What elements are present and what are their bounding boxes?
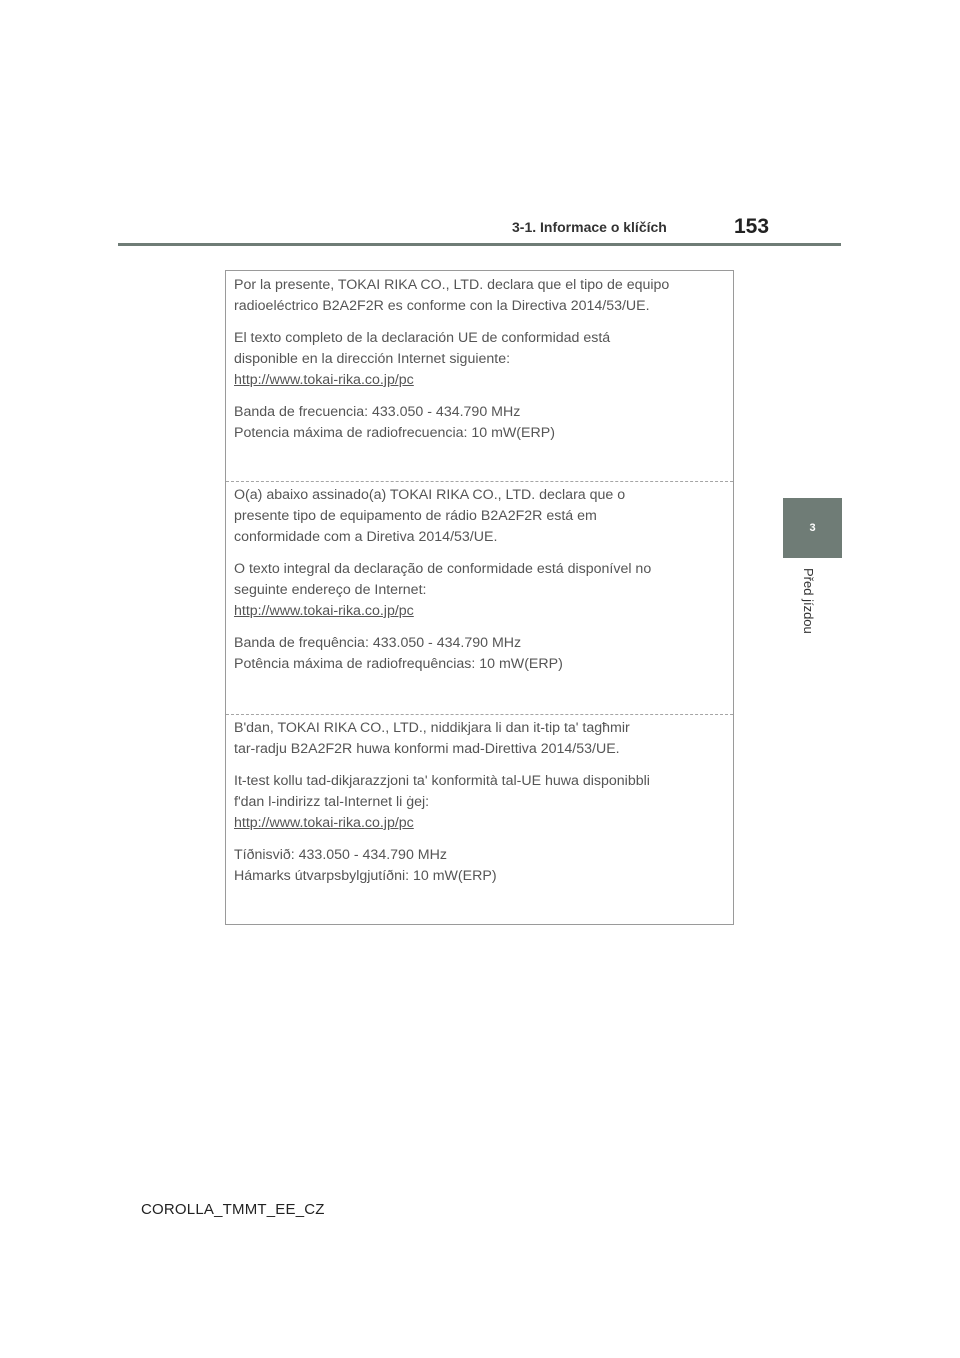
max-power: Potência máxima de radiofrequências: 10 mW(ERP) bbox=[234, 656, 563, 672]
document-code: COROLLA_TMMT_EE_CZ bbox=[141, 1201, 325, 1218]
declaration-box bbox=[225, 270, 734, 925]
frequency-band: Tíðnisvið: 433.050 - 434.790 MHz bbox=[234, 847, 447, 863]
max-power: Potencia máxima de radiofrecuencia: 10 mW(ERP) bbox=[234, 425, 555, 441]
frequency-band: Banda de frecuencia: 433.050 - 434.790 MHz bbox=[234, 404, 521, 420]
chapter-tab bbox=[783, 498, 842, 558]
declaration-intro bbox=[234, 275, 709, 317]
chapter-number: 3 bbox=[809, 522, 816, 534]
chapter-label: Před jízdou bbox=[801, 568, 816, 634]
declaration-spanish bbox=[226, 275, 733, 455]
declaration-text bbox=[234, 771, 709, 834]
page-number: 153 bbox=[734, 215, 770, 238]
section-divider bbox=[226, 481, 733, 482]
text-line: presente tipo de equipamento de rádio B2A2F2R está em bbox=[234, 508, 597, 524]
declaration-specs bbox=[234, 402, 709, 444]
text-line: seguinte endereço de Internet: bbox=[234, 582, 427, 598]
section-title: 3-1. Informace o klíčích bbox=[512, 219, 667, 235]
text-line: It-test kollu tad-dikjarazzjoni ta' konformità tal-UE huwa disponibbli bbox=[234, 773, 650, 789]
declaration-intro bbox=[234, 718, 709, 760]
declaration-url[interactable]: http://www.tokai-rika.co.jp/pc bbox=[234, 372, 414, 388]
declaration-portuguese bbox=[226, 485, 733, 686]
text-line: disponible en la dirección Internet siguiente: bbox=[234, 351, 511, 367]
declaration-url[interactable]: http://www.tokai-rika.co.jp/pc bbox=[234, 603, 414, 619]
frequency-band: Banda de frequência: 433.050 - 434.790 MHz bbox=[234, 635, 522, 651]
declaration-specs bbox=[234, 633, 709, 675]
text-line: O(a) abaixo assinado(a) TOKAI RIKA CO., LTD. declara que o bbox=[234, 487, 626, 503]
text-line: B'dan, TOKAI RIKA CO., LTD., niddikjara li dan it-tip ta' tagħmir bbox=[234, 720, 630, 736]
declaration-text bbox=[234, 559, 709, 622]
text-line: O texto integral da declaração de conformidade está disponível no bbox=[234, 561, 652, 577]
text-line: radioeléctrico B2A2F2R es conforme con la Directiva 2014/53/UE. bbox=[234, 298, 650, 314]
header-rule bbox=[118, 243, 841, 246]
declaration-maltese bbox=[226, 718, 733, 898]
text-line: conformidade com a Diretiva 2014/53/UE. bbox=[234, 529, 498, 545]
declaration-text bbox=[234, 328, 709, 391]
declaration-url[interactable]: http://www.tokai-rika.co.jp/pc bbox=[234, 815, 414, 831]
declaration-specs bbox=[234, 845, 709, 887]
text-line: f'dan l-indirizz tal-Internet li ġej: bbox=[234, 794, 430, 810]
text-line: tar-radju B2A2F2R huwa konformi mad-Direttiva 2014/53/UE. bbox=[234, 741, 620, 757]
section-divider bbox=[226, 714, 733, 715]
declaration-intro bbox=[234, 485, 709, 548]
text-line: El texto completo de la declaración UE de conformidad está bbox=[234, 330, 611, 346]
max-power: Hámarks útvarpsbylgjutíðni: 10 mW(ERP) bbox=[234, 868, 497, 884]
text-line: Por la presente, TOKAI RIKA CO., LTD. declara que el tipo de equipo bbox=[234, 277, 670, 293]
